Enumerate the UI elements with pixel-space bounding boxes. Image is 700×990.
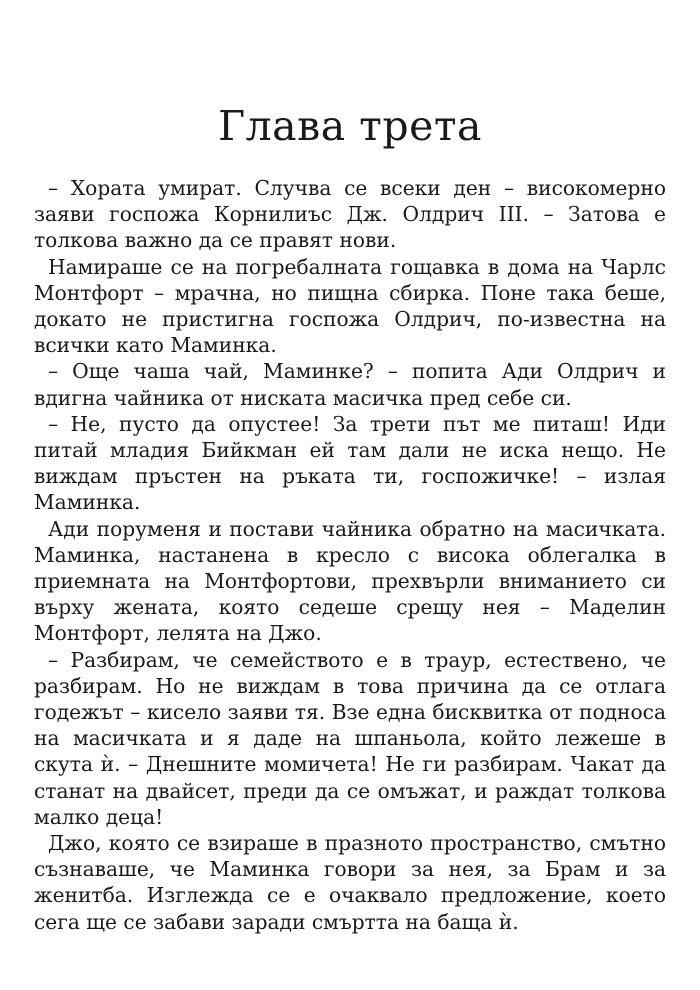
paragraph-7: Джо, която се взираше в празното пространство, смътно съзнаваше, че Маминка говори за нея, за Брам и за женитба. Изглежда се е очаквало предложение, което сега ще се забави заради смъртта на баща ѝ.: [34, 831, 666, 934]
paragraph-5: Ади поруменя и постави чайника обратно на масичката. Маминка, настанена в кресло с висока облегалка в приемната на Монтфортови, прехвърли вниманието си върху жената, която седеше срещу нея – Маделин Монтфорт, лелята на Джо.: [34, 516, 666, 646]
paragraph-6: – Разбирам, че семейството е в траур, естествено, че разбирам. Но не виждам в това причина да се отлага годежът – кисело заяви тя. Взе една бисквитка от подноса на масичката и я даде на шпаньола, който лежеше в скута ѝ. – Днешните момичета! Не ги разбирам. Чакат да станат на двайсет, преди да се омъжат, и раждат толкова малко деца!: [34, 647, 666, 829]
paragraph-4: – Не, пусто да опустее! За трети път ме питаш! Иди питай младия Бийкман ей там дали не иска нещо. Не виждам пръстен на ръката ти, госпожичке! – излая Маминка.: [34, 411, 666, 515]
chapter-title: Глава трета: [217, 102, 482, 150]
chapter-body: [34, 175, 666, 935]
paragraph-1: – Хората умират. Случва се всеки ден – високомерно заяви госпожа Корнилиъс Дж. Олдрич III. – Затова е толкова важно да се правят нови.: [34, 176, 666, 253]
paragraph-2: Намираше се на погребалната гощавка в дома на Чарлс Монтфорт – мрачна, но пищна сбирка. Поне така беше, докато не пристигна госпожа Олдрич, по-известна на всички като Маминка.: [34, 254, 666, 358]
paragraph-3: – Още чаша чай, Маминке? – попита Ади Олдрич и вдигна чайника от ниската масичка пред себе си.: [34, 359, 666, 410]
